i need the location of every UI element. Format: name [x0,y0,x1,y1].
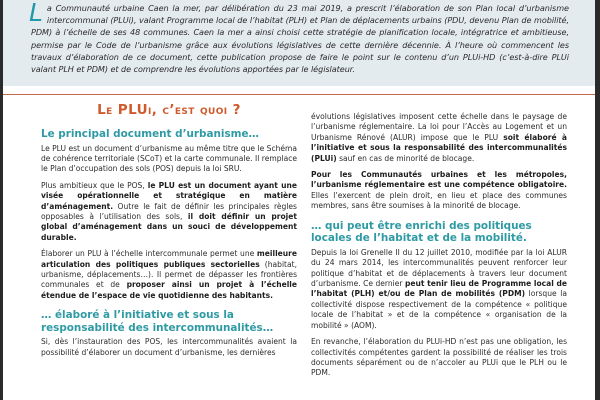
paragraph: évolutions législatives imposent cette échelle dans le paysage de l’urbanisme réglementaire. La loi pour l’Accès au Logement et un Urbanisme Rénové (ALUR) impose que le PLU soit élaboré à l’initiative et sous la responsabilité des intercommunalités (PLUi) sauf en cas de minorité de blocage. [311,112,567,163]
left-column [41,98,297,364]
subheading-principal-document: Le principal document d’urbanisme… [41,128,259,140]
document-page [3,0,595,400]
paragraph: Le PLU est un document d’urbanisme au même titre que le Schéma de cohérence territoriale (SCoT) et la carte communale. Il remplace le Plan d’occupation des sols (POS) depuis la loi SRU. [41,143,297,174]
drop-cap: L [29,0,43,27]
subheading-initiative: … élaboré à l’initiative et sous la responsabilité des intercommunalités… [41,309,274,334]
right-column [311,112,567,385]
subheading-enrichi: … qui peut être enrichi des politiques locales de l’habitat et de la mobilité. [311,219,532,245]
paragraph: En revanche, l’élaboration du PLUi-HD n’est pas une obligation, les collectivités compétentes gardent la possibilité de réaliser les trois documents séparément ou de n’accoler au PLUi que le PLH ou le PDM. [311,337,567,378]
intro-box [3,0,595,86]
paragraph: Si, dès l’instauration des POS, les intercommunalités avaient la possibilité d’élaborer un document d’urbanisme, les dernières [41,337,297,357]
intro-text: a Communauté urbaine Caen la mer, par délibération du 23 mai 2019, a prescrit l’élaboration de son Plan local d’urbanisme intercommunal (PLUi), valant Programme local de l’habitat (PLH) et Plan de déplacements urbains (PDU, devenu Plan de mobilité, PDM) à l’échelle de ses 48 communes. Caen la mer a ainsi choisi cette stratégie de planification locale, intégratrice et ambitieuse, permise par le Code de l’urbanisme grâce aux évolutions législatives de cette dernière décennie. À l’heure où commencent les travaux d’élaboration de ce document, cette publication propose de faire le point sur le contenu d’un PLUi-HD (c’est-à-dire PLUi valant PLH et PDM) et de comprendre les évolutions apportées par le législateur. [31,3,569,75]
paragraph: Plus ambitieux que le POS, le PLU est un document ayant une visée opérationnelle et stratégique en matière d’aménagement. Outre le fait de définir les principales règles opposables à l’utilisation des sols, il doit définir un projet global d’aménagement dans un souci de développement durable. [41,180,297,242]
section-divider [3,94,595,95]
paragraph: Élaborer un PLU à l’échelle intercommunale permet une meilleure articulation des politiques publiques sectorielles (habitat, urbanisme, déplacements…). Il permet de dépasser les frontières communales et de proposer ainsi un projet à l’échelle étendue de l’espace de vie quotidienne des habitants. [41,249,297,300]
intro-paragraph [31,2,569,75]
paragraph: Pour les Communautés urbaines et les métropoles, l’urbanisme réglementaire est une compétence obligatoire. Elles l’exercent de plein droit, en lieu et place des communes membres, sans être soumises à la minorité de blocage. [311,170,567,211]
section-title: Le PLUi, c’est quoi ? [97,102,241,118]
paragraph: Depuis la loi Grenelle II du 12 juillet 2010, modifiée par la loi ALUR du 24 mars 2014, les intercommunalités peuvent renforcer leur politique d’habitat et de déplacements à travers leur document d’urbanisme. Ce dernier peut tenir lieu de Programme local de l’habitat (PLH) et/ou de Plan de mobilités (PDM) lorsque la collectivité dispose respectivement de la compétence « politique locale de l’habitat » et de la compétence « organisation de la mobilité » (AOM). [311,247,567,330]
